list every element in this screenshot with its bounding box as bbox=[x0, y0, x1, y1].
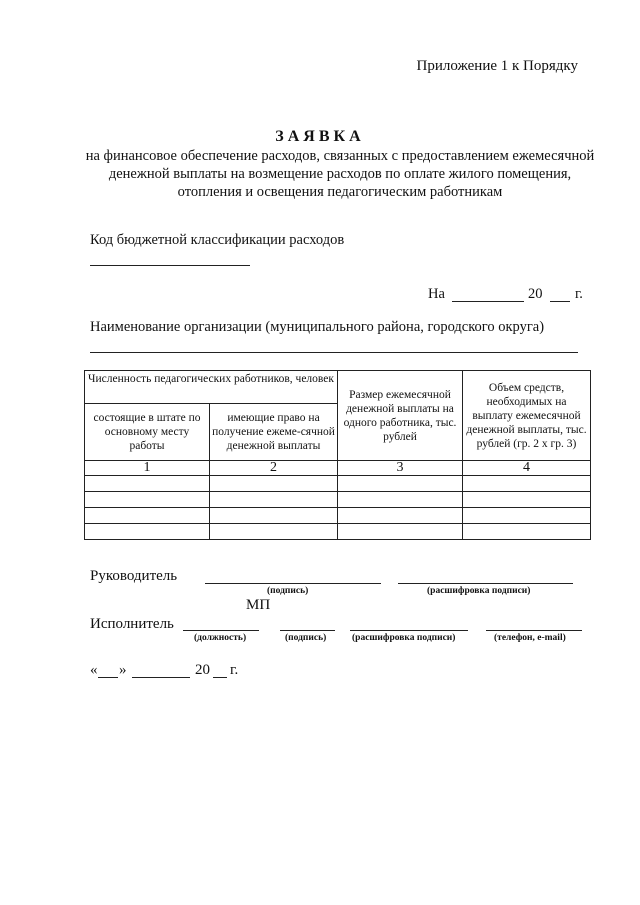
table-header-row bbox=[85, 371, 591, 404]
exec-position-line bbox=[183, 630, 259, 631]
footer-year-suffix: г. bbox=[230, 662, 239, 678]
table-cell bbox=[463, 524, 591, 540]
date-year-prefix: 20 bbox=[528, 286, 543, 302]
head-decode-caption: (расшифровка подписи) bbox=[427, 586, 531, 596]
exec-sign-line bbox=[280, 630, 335, 631]
table-cell bbox=[85, 492, 210, 508]
footer-quote-open: « bbox=[90, 662, 98, 678]
footer-year-line bbox=[213, 677, 227, 678]
table-cell bbox=[338, 492, 463, 508]
exec-position-caption: (должность) bbox=[194, 633, 247, 643]
table-row bbox=[85, 508, 591, 524]
exec-decode-caption: (расшифровка подписи) bbox=[352, 633, 456, 643]
head-sign-line bbox=[205, 583, 381, 584]
table-cell bbox=[210, 508, 338, 524]
head-sign-caption: (подпись) bbox=[267, 586, 309, 596]
table-cell bbox=[210, 476, 338, 492]
org-line bbox=[90, 352, 578, 353]
table-cell bbox=[338, 476, 463, 492]
request-table bbox=[84, 370, 591, 540]
exec-decode-line bbox=[350, 630, 468, 631]
date-day-month-line bbox=[452, 301, 524, 302]
table-cell bbox=[85, 508, 210, 524]
org-label: Наименование организации (муниципального района, городского округа) bbox=[90, 319, 545, 335]
col4-header: Объем средств, необходимых на выплату ежемесячной денежной выплаты, тыс. рублей (гр. 2 х гр. 3) bbox=[463, 371, 591, 461]
table-cell bbox=[338, 524, 463, 540]
table-cell bbox=[85, 524, 210, 540]
group-header-cell: Численность педагогических работников, человек bbox=[85, 371, 338, 404]
appendix-label: Приложение 1 к Порядку bbox=[416, 58, 578, 74]
table-cell bbox=[338, 508, 463, 524]
col-number-3: 3 bbox=[338, 461, 463, 476]
kbk-label: Код бюджетной классификации расходов bbox=[90, 232, 345, 248]
footer-day-line bbox=[98, 677, 118, 678]
table-row bbox=[85, 492, 591, 508]
document-title: ЗАЯВКА bbox=[275, 128, 365, 145]
table-row bbox=[85, 524, 591, 540]
footer-quote-close: » bbox=[119, 662, 127, 678]
date-suffix: г. bbox=[575, 286, 583, 302]
col-number-2: 2 bbox=[210, 461, 338, 476]
head-decode-line bbox=[398, 583, 573, 584]
stamp-label: МП bbox=[246, 597, 271, 613]
col3-header: Размер ежемесячной денежной выплаты на одного работника, тыс. рублей bbox=[338, 371, 463, 461]
footer-year-prefix: 20 bbox=[195, 662, 210, 678]
table-cell bbox=[85, 476, 210, 492]
col1-header: состоящие в штате по основному месту работы bbox=[85, 404, 210, 461]
exec-phone-caption: (телефон, e-mail) bbox=[494, 633, 566, 643]
table-cell bbox=[463, 508, 591, 524]
exec-sign-caption: (подпись) bbox=[285, 633, 327, 643]
footer-month-line bbox=[132, 677, 190, 678]
kbk-line bbox=[90, 265, 250, 266]
table-cell bbox=[210, 524, 338, 540]
document-subtitle: на финансовое обеспечение расходов, связанных с предоставлением ежемесячной денежной выплаты на возмещение расходов по оплате жилого помещения, отопления и освещения педагогическим работникам bbox=[85, 148, 595, 200]
col2-header: имеющие право на получение ежеме-сячной денежной выплаты bbox=[210, 404, 338, 461]
col-number-4: 4 bbox=[463, 461, 591, 476]
table-cell bbox=[210, 492, 338, 508]
date-prefix: На bbox=[428, 286, 445, 302]
head-label: Руководитель bbox=[90, 568, 178, 584]
table-number-row bbox=[85, 461, 591, 476]
table-row bbox=[85, 476, 591, 492]
table-cell bbox=[463, 476, 591, 492]
date-year-line bbox=[550, 301, 570, 302]
col-number-1: 1 bbox=[85, 461, 210, 476]
executor-label: Исполнитель bbox=[90, 616, 174, 632]
exec-phone-line bbox=[486, 630, 582, 631]
table-cell bbox=[463, 492, 591, 508]
